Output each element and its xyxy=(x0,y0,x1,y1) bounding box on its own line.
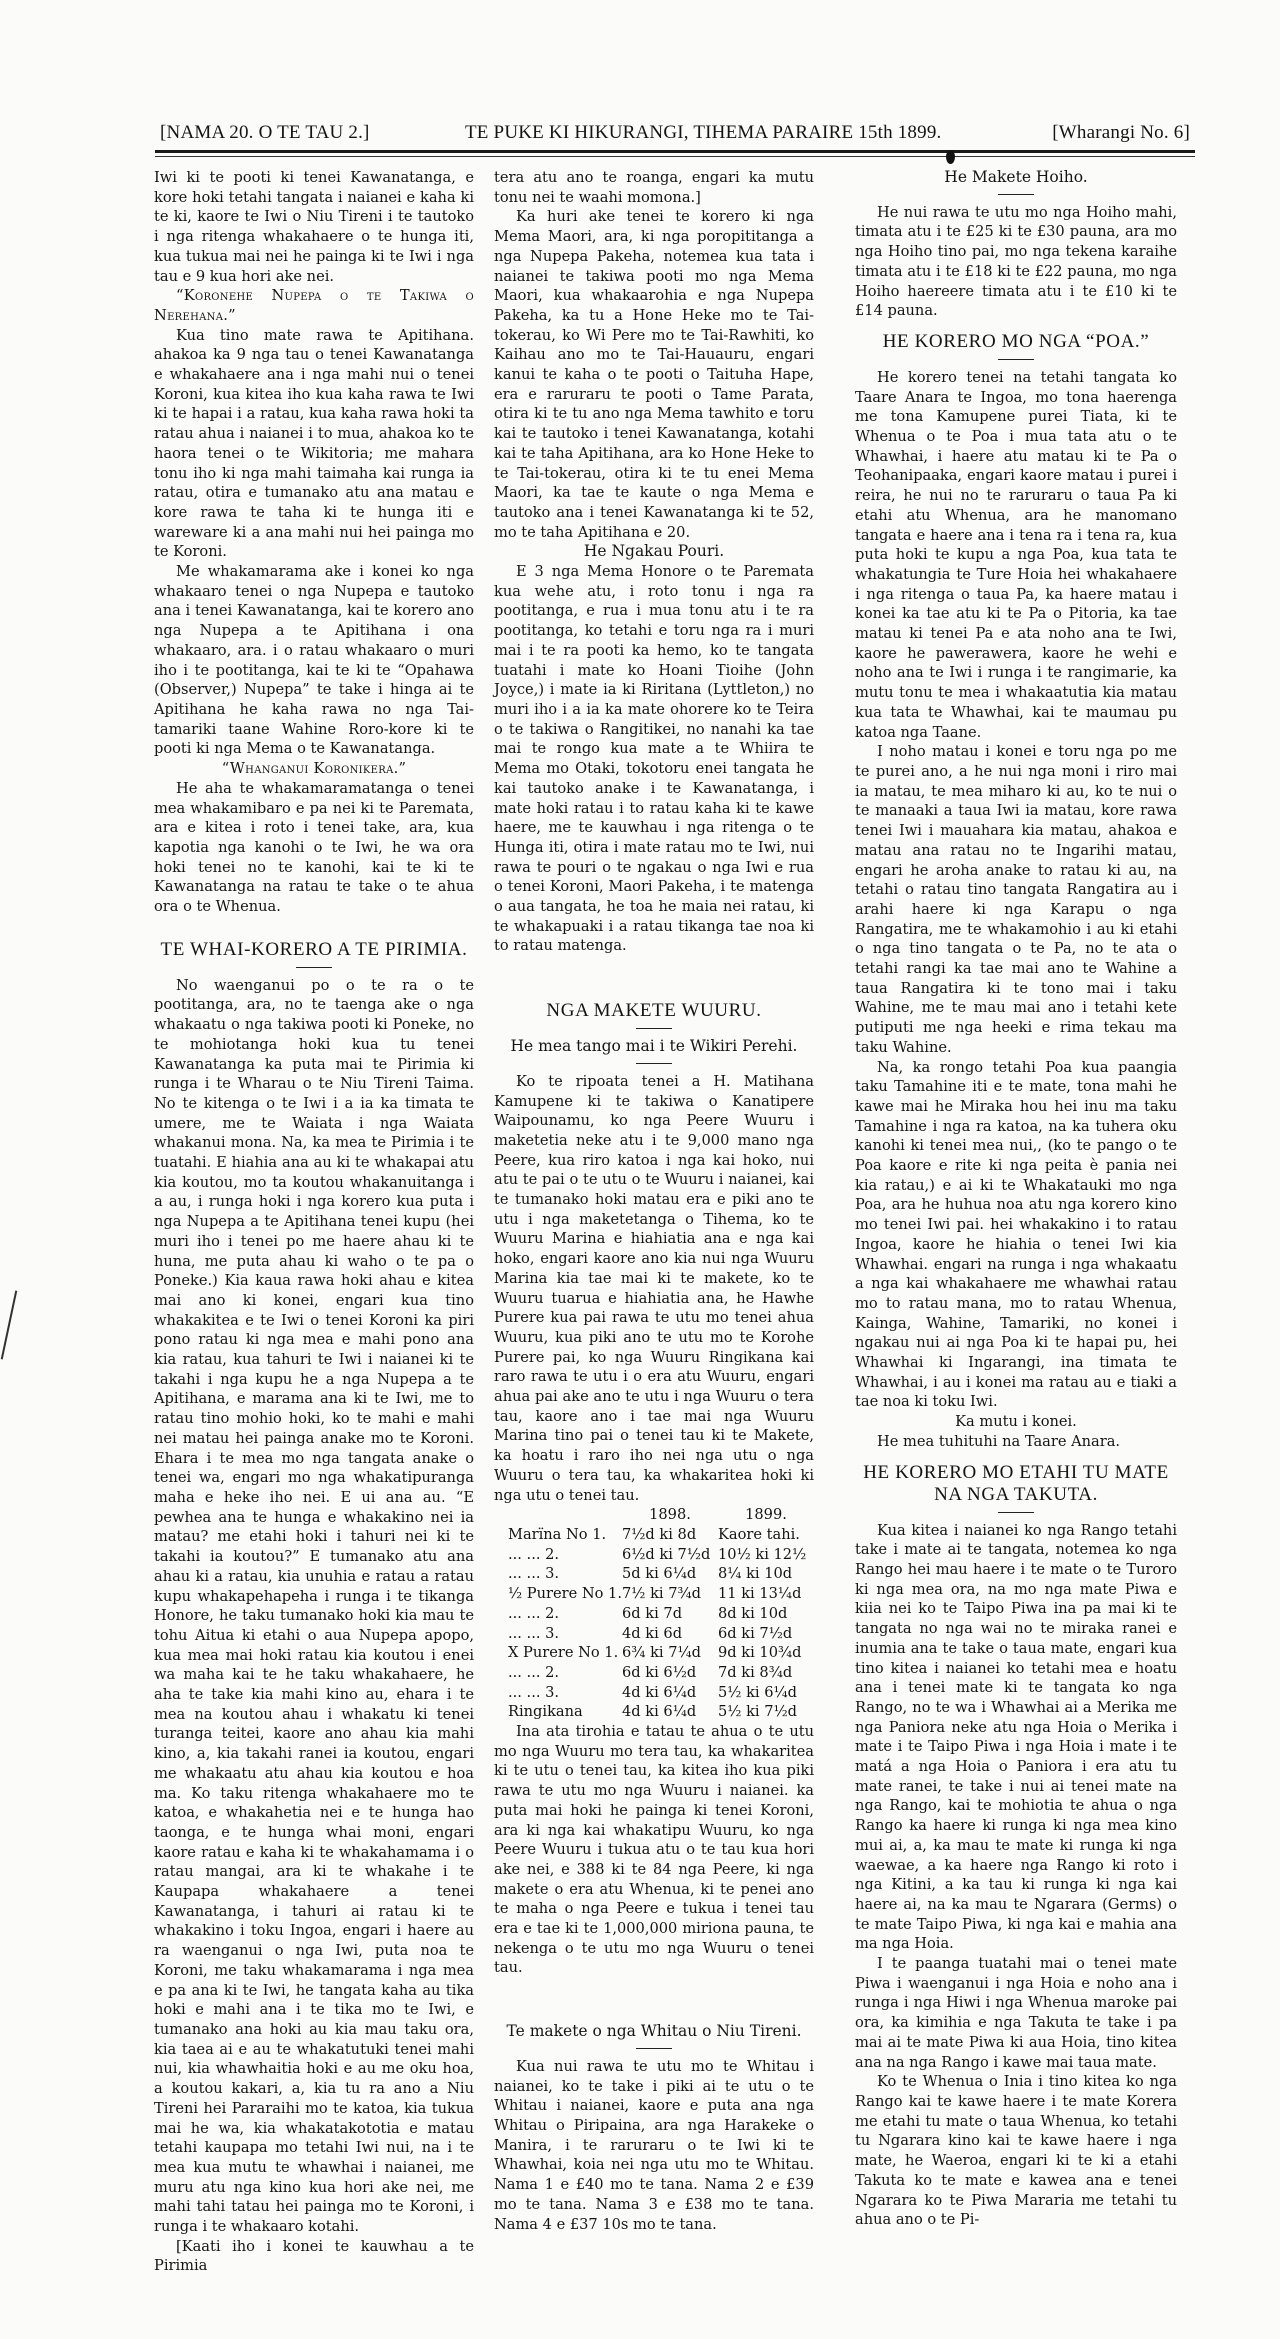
article-paragraph: I te paanga tuatahi mai o tenei mate Piwa i waenganui i nga Hoia e noho ana i runga i nga Hiwi i nga Whenua maroke pai ora, ka kimihia e nga Takuta te take i pa mai ai te mate Piwa ki aua Hoia, tino kitea ana na nga Rango i kawe mai taua mate. xyxy=(855,1955,1177,2071)
section-heading-doctors: HE KORERO MO ETAHI TU MATE NA NGA TAKUTA. xyxy=(863,1461,1169,1505)
article-paragraph: He korero tenei na tetahi tangata ko Taare Anara te Ingoa, mo tona haerenga me tona Kamupene purei Tiata, ki te Whenua o te Poa i mua tata atu o te Whawhai, i haere atu matau ki te Pa o Teohanipaaka, engari kaore matau i purei i reira, he nui no te raruraru o taua Pa ki etahi atu Whenua, ara he manomano tangata e haere ana i tena ra i tena ra, kua puta hoki te kupu a nga Poa, kua tata te whakatungia te Ture Hoia hei whakahaere i nga ritenga o taua Pa, ka haere matau i konei ka tae atu ki te Pa o Pitoria, ka tae matau ki tenei Pa e ata noho ana te Iwi, kaore he pawerawera, kaore he wehi e noho ana te Iwi i runga i te rangimarie, ka mutu tonu te mea i whakaatutia kia matau kua tata te Whawhai, kai te maumau pu katoa nga Taane. xyxy=(855,368,1177,741)
article-paragraph: Na, ka rongo tetahi Poa kua paangia taku Tamahine iti e te mate, tona mahi he kawe mai he Miraka hou hei inu ma taku Tamahine i nga ra katoa, na ka tuhera oku kanohi ki tenei mea nui,, (ko te pango o te Poa kaore e rite ki nga peita è pania nei kia ratau,) e ai ki te Whakatauki mo nga Poa, ara he huhua noa atu nga korero kino mo tenei Iwi pai. hei whakakino i to ratau Ingoa, kaore he hiahia o tenei Iwi kia Whawhai. engari na runga i nga whakaatu a nga kai whakahaere me whawhai ratau mo to ratau mana, mo to ratau Whenua, Kainga, Wahine, Tamariki, no konei i ngakau nui ai nga Poa ki te hapai pu, hei Whawhai ki Ingarangi, ina timata te Whawhai, i au i konei ma ratau au e tiaki a tae noa ki toku Iwi. xyxy=(855,1058,1177,1411)
price-1898: 6½d ki 7½d xyxy=(622,1545,711,1563)
article-paragraph: He nui rawa te utu mo nga Hoiho mahi, timata atu i te £25 ki te £30 pauna, ara mo nga Hoiho tino pai, mo nga tekena karaihe timata atu i te £18 ki te £22 pauna, mo nga Hoiho haereere timata atu i te £10 ki te £14 pauna. xyxy=(855,203,1177,320)
column-right xyxy=(855,168,1177,2230)
column-left xyxy=(154,168,474,2276)
byline: He mea tuhituhi na Taare Anara. xyxy=(877,1432,1121,1450)
heading-divider xyxy=(296,967,332,968)
year-header-1898: 1898. xyxy=(649,1506,691,1524)
price-1899: 11 ki 13¼d xyxy=(718,1585,802,1603)
price-1898: 6¾ ki 7¼d xyxy=(622,1644,701,1662)
margin-pen-mark xyxy=(1,1291,18,1360)
price-1898: 5d ki 6¼d xyxy=(622,1565,697,1583)
ink-dot xyxy=(946,150,955,164)
source-attribution: “Koronehe Nupepa o te Takiwa o Nerehana.” xyxy=(154,287,474,324)
heading-divider xyxy=(636,1028,672,1029)
year-header-1899: 1899. xyxy=(745,1506,787,1524)
heading-divider xyxy=(636,2048,672,2049)
section-heading-wool-markets: NGA MAKETE WUURU. xyxy=(546,1000,762,1022)
wool-grade: Marïna No 1. xyxy=(508,1526,607,1543)
article-paragraph: Me whakamarama ake i konei ko nga whakaaro tenei o nga Nupepa e tautoko ana i tenei Kawanatanga, kai te korero ano nga Nupepa a te Apitihana i ona whakaaro, ara. i o ratau whakaaro o muri iho i te pootitanga, kai te ki te “Opahawa (Observer,) Nupepa” te take i hinga ai te Apitihana he kaha rawa no nga Tai-tamariki taane Wahine Roro-kore ki te pooti ki nga Mema o te Kawanatanga. xyxy=(154,563,474,758)
article-paragraph: No waenganui po o te ra o te pootitanga, ara, no te taenga ake o nga whakaatu o nga takiwa pooti ki Poneke, no te mohiotanga hoki kua tu tenei Kawanatanga ka puta mai te Pirimia ki runga i te Wharau o te Niu Tireni Taima. No te kitenga o te Iwi i a ia ka timata te umere, me te Waiata i nga Waiata whakanui mona. Na, ka mea te Pirimia i te tuatahi. E hiahia ana au ki te whakapai atu kia koutou, mo ta koutou whakanuitanga i a au, i runga hoki i nga korero kua puta i nga Nupepa a te Apitihana tenei kupu (hei muri iho i tenei po me haere ahau ki te huna, me puta ahau ki waho o te pa o Poneke.) Kia kaua rawa hoki ahau e kitea mai ano ki konei, engari kua tino whakakitea e te Iwi o tenei Koroni ka piri pono ratau ki nga mea e mahi pono ana kia ratau, kua tahuri te Iwi i naianei ki te takahi i nga kupu he a nga Nupepa a te Apitihana, e marama ana ki te Iwi, me to ratau tino mohio hoki, ko te mahi e mahi nei matau hei painga anake mo te Koroni. Ehara i te mea mo nga tangata anake o tenei wa, engari mo nga whakatipuranga maha e heke iho nei. E ui ana au. “E pewhea ana te hunga e whakakino nei ia matau? me etahi hoki i tahuri nei ki te takahi ia koutou?” E tumanako atu ana ahau ki a ratau, kia unuhia e ratau a ratau kupu whakapehapeha i runga i te tikanga Honore, he taku tumanako hoki kia mau te tohu Aitua ki etahi o aua Nupepa apopo, kua mea mai hoki ratau kia koutou i enei wa maha kai te he taku whakahaere, he aha te take kia mahi kino au, ehara i te mea na koutou ahau i whakatu ki tenei turanga teitei, kaore ano ahau kia mahi kino, a, kia takahi ranei ia koutou, engari me whakaatu atu ahau kia koutou e hoa ma. Ko taku ritenga whakahaere mo te katoa, e whakahetia nei e te hunga hao taonga, e te hunga whai moni, engari kaore ratau e kaha ki te whakahamama i o ratau mangai, ara ki te whakahe i te Kaupapa whakahaere a tenei Kawanatanga, i tahuri ai ratau ki te whakakino i toku Ingoa, engari i haere au ra waenganui o nga Iwi, puta noa te Koroni, me taku whakamarama i nga mea e pa ana ki te Iwi, he tangata kaha au tika hoki e mahi ana i te tika mo te Iwi, e tumanako ana hoki au kia mau taku ora, kia taea ai e au te whakatutuki tenei mahi nui, kia whawhaitia hoki e au me oku hoa, a koutou kakari, a, kia tu ra ano a Niu Tireni hei Pararaihi mo te katoa, kia tukua mai he wa, kia whakatakototia e matau tetahi kaupapa mo tetahi Iwi nui, na i te mea kua mutu te whawhai i naianei, me muru atu nga kino kua hori ake nei, me mahi tahi tatau hei painga mo te Koroni, i runga i te whakaaro kotahi. xyxy=(154,976,474,2236)
article-paragraph: Ko te Whenua o Inia i tino kitea ko nga Rango kai te kawe haere i te mate Korera me etahi tu mate o taua Whenua, ko tetahi tu Ngarara kino kai te kawe haere i nga mate, he Waeroa, engari ki te ki a etahi Takuta ko te mate e kawea ana e tenei Ngarara ko te Piwa Mararia me tetahi tu ahua ano o te Pi- xyxy=(855,2073,1177,2229)
source-attribution: “Whanganui Koronikera.” xyxy=(221,760,407,778)
heading-divider xyxy=(998,1512,1034,1513)
wool-grade: Ringikana xyxy=(508,1703,583,1721)
table-row xyxy=(494,1663,814,1683)
price-1899: 10½ ki 12½ xyxy=(718,1545,807,1563)
price-1899: 8¼ ki 10d xyxy=(718,1565,793,1583)
table-row xyxy=(494,1604,814,1624)
article-paragraph: He aha te whakamaramatanga o tenei mea whakamibaro e pa nei ki te Paremata, ara e kitea i roto i tenei take, ara, kua kapotia nga kanohi o te Iwi, he wa ora hoki tenei no te kanohi, kai te ki te Kawanatanga na ratau te take o te ahua ora o te Whenua. xyxy=(154,779,474,916)
table-row xyxy=(494,1564,814,1584)
column-middle xyxy=(494,168,814,2234)
table-row xyxy=(494,1545,814,1565)
price-1898: 4d ki 6¼d xyxy=(622,1683,697,1701)
wool-grade: ... ... 2. xyxy=(508,1545,560,1563)
issue-number: [NAMA 20. O TE TAU 2.] xyxy=(160,122,370,143)
article-paragraph: Kua nui rawa te utu mo te Whitau i naianei, ko te take i piki ai te utu o te Whitau i naianei, kaore e puta ana nga Whitau o Piripaina, ara nga Harakeke o Manira, i te raruraru o te Iwi ki te Whawhai, koia nei nga utu mo te Whitau. Nama 1 e £40 mo te tana. Nama 2 e £39 mo te tana. Nama 3 e £38 mo te tana. Nama 4 e £37 10s mo te tana. xyxy=(494,2057,814,2233)
subheading-horse-market: He Makete Hoiho. xyxy=(944,168,1088,186)
wool-grade: ... ... 2. xyxy=(508,1663,560,1681)
price-1899: 6d ki 7½d xyxy=(718,1624,793,1642)
table-row xyxy=(494,1584,814,1604)
masthead-rule-thin xyxy=(155,156,1195,157)
price-1899: Kaore tahi. xyxy=(718,1526,800,1543)
price-1898: 4d ki 6d xyxy=(622,1624,683,1642)
wool-grade: ... ... 3. xyxy=(508,1624,560,1642)
price-1899: 5½ ki 7½d xyxy=(718,1703,797,1721)
heading-divider xyxy=(636,1063,672,1064)
table-row xyxy=(494,1702,814,1722)
price-1899: 5½ ki 6¼d xyxy=(718,1683,797,1701)
subheading-ngakau-pouri: He Ngakau Pouri. xyxy=(583,542,725,561)
price-1898: 6d ki 6½d xyxy=(622,1663,697,1681)
closing-line: Ka mutu i konei. xyxy=(955,1413,1077,1431)
price-1898: 7½ ki 7¾d xyxy=(622,1585,701,1603)
article-paragraph: Ina ata tirohia e tatau te ahua o te utu mo nga Wuuru mo tera tau, ka whakaritea ki te utu o tenei tau, ka kitea iho kua piki rawa te utu mo nga Wuuru i naianei. ka puta mai hoki he painga ki tenei Koroni, ara ki nga kai whakatipu Wuuru, ko nga Peere Wuuru i tukua atu o te tau kua hori ake nei, e 388 ki te 84 nga Peere, ki nga makete o era atu Whenua, ki te penei ano te maha o nga Peere e tukua i tenei tau era e tae ki te 1,000,000 miriona pauna, te nekenga o te utu mo nga Wuuru o tenei tau. xyxy=(494,1723,814,1977)
section-heading-pirimia: TE WHAI-KORERO A TE PIRIMIA. xyxy=(160,938,468,960)
wool-grade: ... ... 3. xyxy=(508,1565,560,1583)
page-number: [Wharangi No. 6] xyxy=(1052,122,1190,143)
price-1898: 7½d ki 8d xyxy=(622,1526,697,1543)
article-paragraph: tera atu ano te roanga, engari ka mutu tonu nei te waahi momona.] xyxy=(494,169,814,206)
price-1899: 9d ki 10¾d xyxy=(718,1644,802,1662)
newspaper-title-date: TE PUKE KI HIKURANGI, TIHEMA PARAIRE 15th 1899. xyxy=(465,122,942,143)
subheading-flax-market: Te makete o nga Whitau o Niu Tireni. xyxy=(506,2022,802,2041)
wool-grade: ½ Purere No 1. xyxy=(508,1585,622,1603)
wool-price-table xyxy=(494,1505,814,1722)
heading-divider xyxy=(998,359,1034,360)
price-1898: 6d ki 7d xyxy=(622,1604,683,1622)
article-paragraph: E 3 nga Mema Honore o te Paremata kua wehe atu, i roto tonu i nga ra pootitanga, e rua i mua tonu atu i te ra pootitanga, ko tetahi e toru nga ra i muri mai i te ra pooti ka hemo, ko te tangata tuatahi i mate ko Hoani Tioihe (John Joyce,) i mate ia ki Riritana (Lyttleton,) no muri iho i a ia ka mate ohorere ko te Teira o te takiwa o Rangitikei, no nanahi ka tae mai te rongo kua mate a te Whiira te Mema mo Otaki, tokotoru enei tangata he kai tautoko anake i te Kawanatanga, i mate hoki ratau i to ratau kaha ki te kawe haere, me te kauwhau i nga ritenga o te Hunga iti, otira i mate ratau mo te Iwi, nui rawa te pouri o te ngakau o nga Iwi e rua o tenei Koroni, Maori Pakeha, i te matenga o aua tangata, he toa he maia nei ratau, ki te whakapuaki i a ratau tikanga tae noa ki to ratau matenga. xyxy=(494,563,814,955)
wool-grade: ... ... 3. xyxy=(508,1683,560,1701)
article-paragraph: I noho matau i konei e toru nga po me te purei ano, a he nui nga moni i riro mai ia matau, te mea miharo ki au, ko te nui o te manaaki a taua Iwi ia matau, kore rawa tenei Iwi i mauahara kia matau, ahakoa e matau ana ratau no te Ingarihi matau, engari he aroha anake to ratau ki au, na tetahi o ratau tino tangata Rangatira au i arahi haere ki nga Karapu o nga Rangatira, me te whakamohio i au ki etahi o nga tino tangata o te Pa, no te ata o tetahi rangi ka tae mai ano te Wahine a taua Rangatira ki te tono mai i taku Wahine, me te mau mai ano i tetahi kete putiputi me nga heeki e rima tekau ma taku Wahine. xyxy=(855,743,1177,1056)
price-1898: 4d ki 6¼d xyxy=(622,1703,697,1721)
price-1899: 8d ki 10d xyxy=(718,1604,788,1622)
table-row xyxy=(494,1525,814,1545)
wool-grade: X Purere No 1. xyxy=(508,1644,619,1662)
article-paragraph: Kua tino mate rawa te Apitihana. ahakoa ka 9 nga tau o tenei Kawanatanga e whakahaere ana i nga mahi nui o tenei Koroni, kua kitea iho kua kaha rawa te Iwi ki te hapai i a ratau, kua kaha rawa hoki ta ratau ahua i naianei i to mua, ahakoa ko te haora tenei o te Wikitoria; me mahara tonu iho ki nga mahi taimaha kai runga ia ratau, otira e tumanako atu ana matau e kore rawa te taha ki te hunga iti e wareware ki a ana mahi nui hei painga mo te Koroni. xyxy=(154,326,474,561)
table-row xyxy=(494,1643,814,1663)
table-row xyxy=(494,1683,814,1703)
section-heading-boers: HE KORERO MO NGA “POA.” xyxy=(882,330,1150,352)
article-paragraph: Ka huri ake tenei te korero ki nga Mema Maori, ara, ki nga poropititanga a nga Nupepa Pakeha, notemea kua tata i naianei te takiwa pooti mo nga Mema Maori, kua whakaarohia e nga Nupepa Pakeha, ka tu a Hone Heke mo te Tai-tokerau, ko Wi Pere mo te Tai-Rawhiti, ko Kaihau ano mo te Tai-Hauauru, engari kanui te kaha o te pooti o Taituha Hape, era e raruraru te pooti o Tame Parata, otira ki te tu ano nga Mema tawhito e toru kai te tautoko i tenei Kawanatanga, kotahi kai te taha Apitihana, ara ko Hone Heke to te Tai-tokerau, otira ki te tu enei Mema Maori, ka tae te kaute o nga Mema e tautoko ana i tenei Kawanatanga ki te 52, mo te taha Apitihana e 20. xyxy=(494,208,814,541)
article-paragraph: [Kaati iho i konei te kauwhau a te Pirimia xyxy=(154,2237,474,2275)
heading-divider xyxy=(998,194,1034,195)
masthead-rule-thick xyxy=(155,150,1195,153)
wool-grade: ... ... 2. xyxy=(508,1604,560,1622)
price-1899: 7d ki 8¾d xyxy=(718,1663,793,1681)
table-row xyxy=(494,1624,814,1644)
article-paragraph: Iwi ki te pooti ki tenei Kawanatanga, e kore hoki tetahi tangata i naianei e kaha ki te ki, kaore te Iwi o Niu Tireni i te tautoko i nga ritenga whakahaere o te hunga iti, kua tukua mai nei he painga ki te Iwi i nga tau e 9 kua hori ake nei. xyxy=(154,169,474,285)
wool-source-subtitle: He mea tango mai i te Wikiri Perehi. xyxy=(510,1037,798,1056)
article-paragraph: Kua kitea i naianei ko nga Rango tetahi take i mate ai te tangata, notemea ko nga Rango hei mau haere i te mate o te Turoro ki nga mea ora, na mo nga mate Piwa e kiia nei ko te Taipo Piwa ina pa mai ki te tangata no nga wai no te miraka ranei e inumia ana te take o taua mate, engari kua tino kitea i naianei ko tetahi mea e hoatu ana i tenei mate ki te tangata ko nga Rango, no te wa i Whawhai ai a Merika me nga Paniora neke atu nga Hoia o Merika i mate i te Taipo Piwa i nga Hoia i mate i te matá a nga Hoia o Paniora i era atu tu mate ranei, te take i nui ai tenei mate na nga Rango, kai te mohiotia te ahua o nga Rango ka haere ki runga ki nga mea kino mui ai, a, ka mau te mate ki runga ki nga waewae, a ka haere nga Rango ki roto i nga Kitini, a ka tau ki runga ki nga kai haere ai, na ka mau te Ngarara (Germs) o te mate Taipo Piwa, ki nga kai e mahia ana ma nga Hoia. xyxy=(855,1521,1177,1953)
article-paragraph: Ko te ripoata tenei a H. Matihana Kamupene ki te takiwa o Kanatipere Waipounamu, ko nga Peere Wuuru i maketetia neke atu i te 9,000 mano nga Peere, kua riro katoa i nga kai hoko, nui atu te pai o te utu o te Wuuru i naianei, kai te tumanako hoki matau era e piki ano te utu i nga maketetanga o Tihema, ko te Wuuru Marina e hiahiatia ana e nga kai hoko, engari kaore ano kia nui nga Wuuru Marina kia tae mai ki te makete, ko te Wuuru tuarua e hiahiatia ana, he Hawhe Purere kua pai rawa te utu mo tenei ahua Wuuru, kua piki ano te utu mo te Korohe Purere pai, ko nga Wuuru Ringikana kai raro rawa te utu i o era atu Wuuru, engari ahua pai ake ano te utu i nga Wuuru o tera tau, kaore ano i tae mai nga Wuuru Marina tino pai o tenei tau ki te Makete, ka hoatu i raro iho nei nga utu o nga Wuuru o tera tau, ka whakaritea hoki ki nga utu o tenei tau. xyxy=(494,1072,814,1504)
